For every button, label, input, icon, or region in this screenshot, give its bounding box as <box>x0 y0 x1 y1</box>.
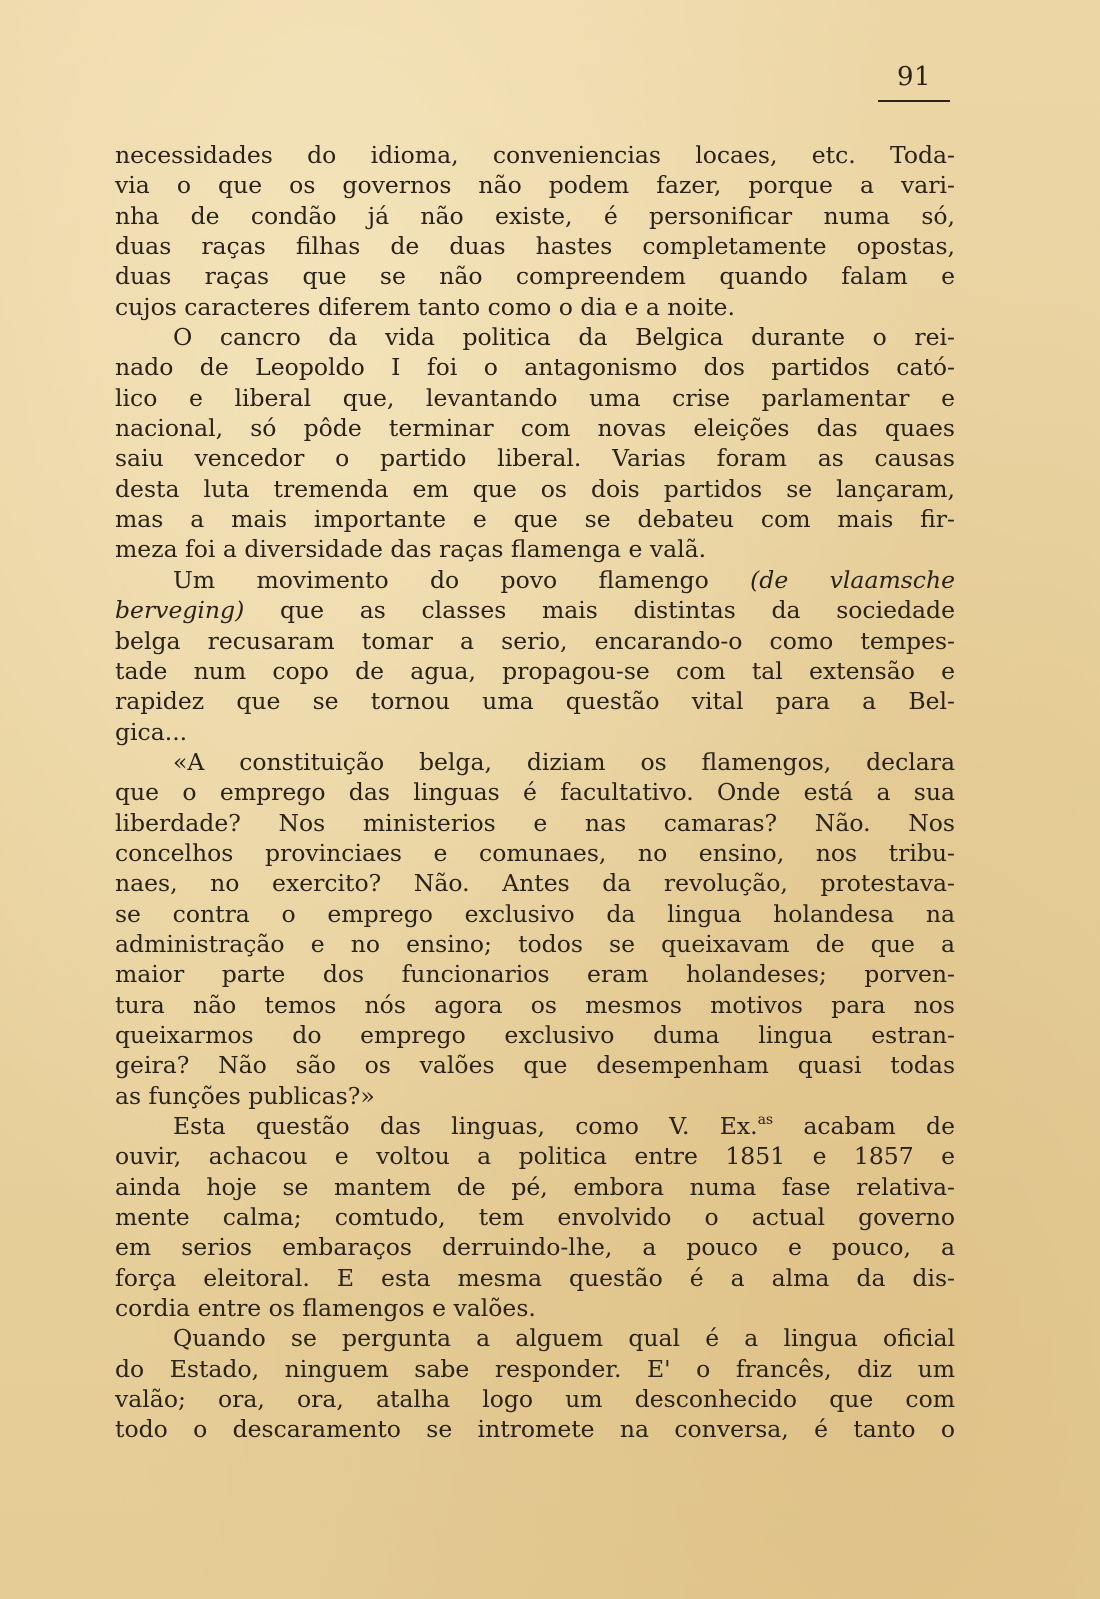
text-line: cordia entre os flamengos e valões. <box>115 1294 536 1323</box>
text-line <box>115 565 955 595</box>
text-line: desta luta tremenda em que os dois partidos se lançaram, <box>115 474 955 503</box>
text-segment: Um movimento do povo flamengo <box>173 565 709 594</box>
text-line: todo o descaramento se intromete na conversa, é tanto o <box>115 1415 955 1444</box>
text-line: saiu vencedor o partido liberal. Varias foram as causas <box>115 444 955 473</box>
text-line: força eleitoral. E esta mesma questão é a alma da dis- <box>115 1263 955 1292</box>
body-text <box>115 140 955 1445</box>
text-line: as funções publicas?» <box>115 1081 375 1110</box>
page-number: 91 <box>896 62 932 92</box>
text-line <box>115 1111 955 1141</box>
text-line: que o emprego das linguas é facultativo. Onde está a sua <box>115 778 955 807</box>
text-line <box>115 595 955 625</box>
text-line: via o que os governos não podem fazer, porque a vari- <box>115 171 955 200</box>
text-line: duas raças filhas de duas hastes completamente opostas, <box>115 232 955 261</box>
text-line: do Estado, ninguem sabe responder. E' o francês, diz um <box>115 1354 955 1383</box>
text-line: queixarmos do emprego exclusivo duma lingua estran- <box>115 1020 955 1049</box>
italic-phrase: (de vlaamsche <box>750 565 955 594</box>
text-line: liberdade? Nos ministerios e nas camaras? Não. Nos <box>115 808 955 837</box>
text-line: O cancro da vida politica da Belgica durante o rei- <box>173 323 955 352</box>
text-line: valão; ora, ora, atalha logo um desconhecido que com <box>115 1385 955 1414</box>
text-line: nha de condão já não existe, é personificar numa só, <box>115 201 955 230</box>
text-line: naes, no exercito? Não. Antes da revolução, protestava- <box>115 869 955 898</box>
text-line: gica... <box>115 717 188 746</box>
text-line: Quando se pergunta a alguem qual é a lingua oficial <box>173 1324 955 1353</box>
text-line: administração e no ensino; todos se queixavam de que a <box>115 929 955 958</box>
italic-phrase: berveging) <box>115 596 245 625</box>
text-line: mente calma; comtudo, tem envolvido o actual governo <box>115 1203 955 1232</box>
text-line: em serios embaraços derruindo-lhe, a pouco e pouco, a <box>115 1233 955 1262</box>
text-line: tura não temos nós agora os mesmos motivos para nos <box>115 990 955 1019</box>
text-line: ouvir, achacou e voltou a politica entre 1851 e 1857 e <box>115 1142 955 1171</box>
header-rule <box>878 100 950 102</box>
text-segment: acabam de <box>803 1112 955 1140</box>
superscript: as <box>757 1112 774 1128</box>
text-line: meza foi a diversidade das raças flamenga e valã. <box>115 535 707 564</box>
text-line: cujos caracteres diferem tanto como o dia e a noite. <box>115 292 735 321</box>
text-line: maior parte dos funcionarios eram holandeses; porven- <box>115 960 955 989</box>
text-line: nado de Leopoldo I foi o antagonismo dos partidos cató- <box>115 353 955 382</box>
text-line: duas raças que se não compreendem quando falam e <box>115 262 955 291</box>
text-segment: Esta questão das linguas, como V. Ex. <box>173 1112 758 1140</box>
text-segment: que as classes mais distintas da sociedade <box>279 596 955 625</box>
text-line: tade num copo de agua, propagou-se com tal extensão e <box>115 656 955 685</box>
text-line: geira? Não são os valões que desempenham quasi todas <box>115 1051 955 1080</box>
text-line: mas a mais importante e que se debateu com mais fir- <box>115 505 955 534</box>
text-line: «A constituição belga, diziam os flamengos, declara <box>173 747 955 776</box>
text-line: belga recusaram tomar a serio, encarando-o como tempes- <box>115 626 955 655</box>
text-line: rapidez que se tornou uma questão vital para a Bel- <box>115 687 955 716</box>
text-line: se contra o emprego exclusivo da lingua holandesa na <box>115 899 955 928</box>
text-line: concelhos provinciaes e comunaes, no ensino, nos tribu- <box>115 838 955 867</box>
text-line: ainda hoje se mantem de pé, embora numa fase relativa- <box>115 1172 955 1201</box>
text-line: nacional, só pôde terminar com novas eleições das quaes <box>115 414 955 443</box>
text-line: necessidades do idioma, conveniencias locaes, etc. Toda- <box>115 141 955 169</box>
text-line: lico e liberal que, levantando uma crise parlamentar e <box>115 383 955 412</box>
